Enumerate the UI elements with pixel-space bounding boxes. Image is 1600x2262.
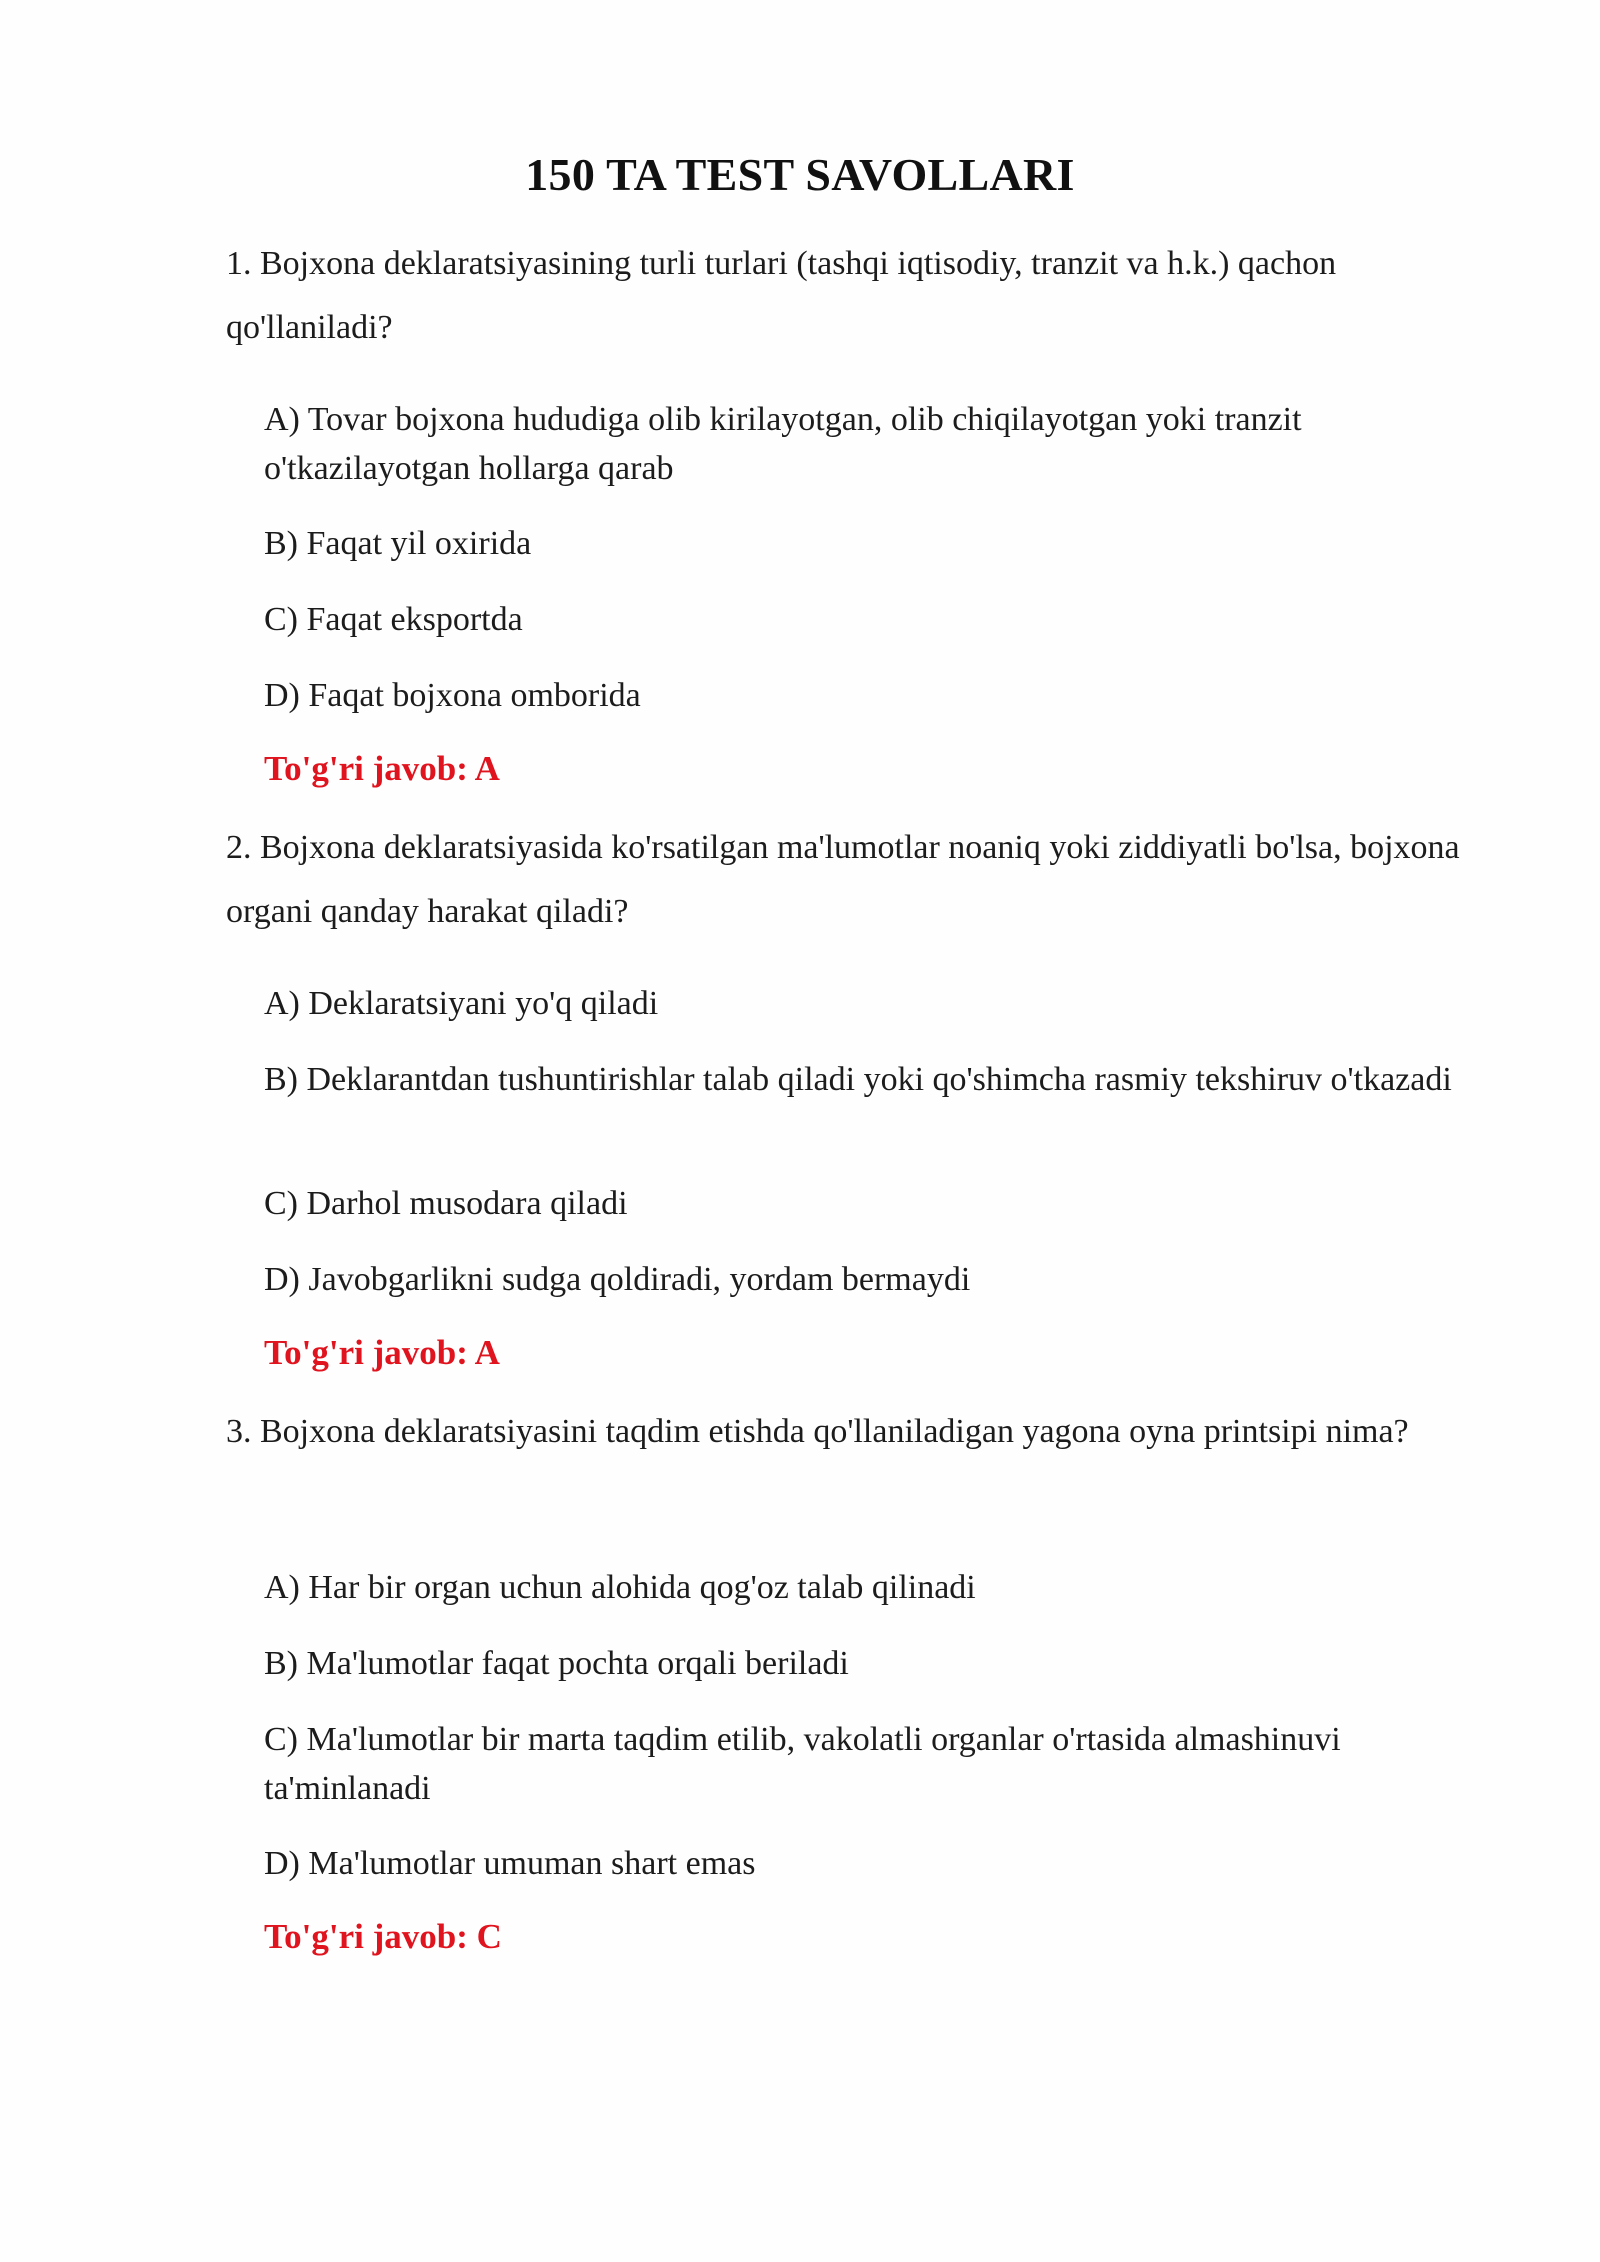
question-3-option-d: D) Ma'lumotlar umuman shart emas (264, 1845, 756, 1882)
question-1-option-d: D) Faqat bojxona omborida (264, 677, 641, 714)
question-3-option-c: C) Ma'lumotlar bir marta taqdim etilib, vakolatli organlar o'rtasida almashinuvi ta'minlanadi (264, 1721, 1341, 1807)
page-title: 150 TA TEST SAVOLLARI (525, 149, 1075, 200)
question-3-answer: To'g'ri javob: C (264, 1917, 502, 1956)
question-3-option-a: A) Har bir organ uchun alohida qog'oz talab qilinadi (264, 1569, 976, 1606)
question-2-answer: To'g'ri javob: A (264, 1333, 500, 1372)
question-1-option-b: B) Faqat yil oxirida (264, 525, 532, 562)
question-2-option-b: B) Deklarantdan tushuntirishlar talab qiladi yoki qo'shimcha rasmiy tekshiruv o'tkazadi (264, 1061, 1452, 1098)
question-2-option-d: D) Javobgarlikni sudga qoldiradi, yordam bermaydi (264, 1261, 971, 1298)
question-3-option-b: B) Ma'lumotlar faqat pochta orqali beriladi (264, 1645, 849, 1682)
question-2-text: 2. Bojxona deklaratsiyasida ko'rsatilgan ma'lumotlar noaniq yoki ziddiyatli bo'lsa, bojxona organi qanday harakat qiladi? (226, 829, 1460, 930)
question-1-option-a: A) Tovar bojxona hududiga olib kirilayotgan, olib chiqilayotgan yoki tranzit o'tkazilayotgan hollarga qarab (264, 401, 1302, 487)
question-1-text: 1. Bojxona deklaratsiyasining turli turlari (tashqi iqtisodiy, tranzit va h.k.) qachon qo'llaniladi? (226, 245, 1337, 346)
question-3-text: 3. Bojxona deklaratsiyasini taqdim etishda qo'llaniladigan yagona oyna printsipi nima? (226, 1413, 1409, 1450)
question-1-answer: To'g'ri javob: A (264, 749, 500, 788)
question-2-option-c: C) Darhol musodara qiladi (264, 1185, 628, 1222)
question-2-option-a: A) Deklaratsiyani yo'q qiladi (264, 985, 659, 1022)
question-1-option-c: C) Faqat eksportda (264, 601, 523, 638)
